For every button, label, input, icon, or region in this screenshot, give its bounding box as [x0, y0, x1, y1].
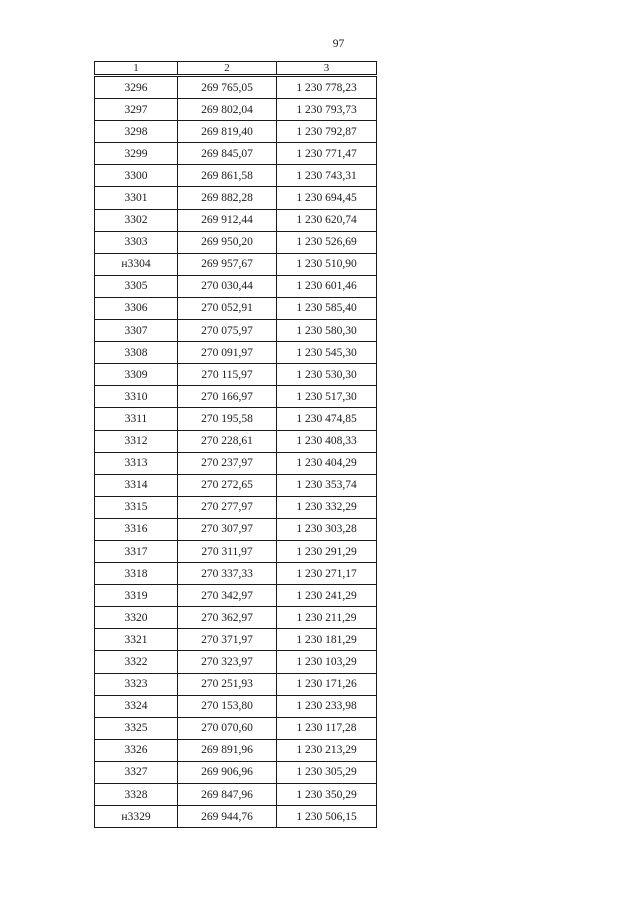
x-coordinate-cell: 270 075,97 [178, 320, 277, 342]
table-row [95, 540, 377, 562]
table-row [95, 275, 377, 297]
table-row [95, 430, 377, 452]
y-coordinate-cell: 1 230 305,29 [277, 761, 377, 783]
point-number-cell: 3318 [95, 563, 178, 585]
y-coordinate-cell: 1 230 332,29 [277, 496, 377, 518]
table-row [95, 364, 377, 386]
point-number-cell: 3313 [95, 452, 178, 474]
x-coordinate-cell: 269 891,96 [178, 739, 277, 761]
point-number-cell: 3317 [95, 540, 178, 562]
point-number-cell: 3298 [95, 121, 178, 143]
table-row [95, 673, 377, 695]
point-number-cell: 3324 [95, 695, 178, 717]
y-coordinate-cell: 1 230 103,29 [277, 651, 377, 673]
x-coordinate-cell: 269 819,40 [178, 121, 277, 143]
y-coordinate-cell: 1 230 211,29 [277, 607, 377, 629]
point-number-cell: 3315 [95, 496, 178, 518]
x-coordinate-cell: 270 362,97 [178, 607, 277, 629]
column-header-x: 2 [178, 62, 277, 76]
column-header-y: 3 [277, 62, 377, 76]
point-number-cell: 3303 [95, 231, 178, 253]
x-coordinate-cell: 269 906,96 [178, 761, 277, 783]
table-row [95, 209, 377, 231]
coordinates-table [94, 61, 377, 828]
x-coordinate-cell: 270 323,97 [178, 651, 277, 673]
table-row [95, 408, 377, 430]
x-coordinate-cell: 270 311,97 [178, 540, 277, 562]
point-number-cell: 3301 [95, 187, 178, 209]
table-row [95, 717, 377, 739]
table-row [95, 585, 377, 607]
y-coordinate-cell: 1 230 580,30 [277, 320, 377, 342]
table-row [95, 784, 377, 806]
table-row [95, 496, 377, 518]
point-number-cell: 3328 [95, 784, 178, 806]
x-coordinate-cell: 269 765,05 [178, 76, 277, 99]
y-coordinate-cell: 1 230 474,85 [277, 408, 377, 430]
y-coordinate-cell: 1 230 792,87 [277, 121, 377, 143]
page-number: 97 [332, 38, 345, 50]
y-coordinate-cell: 1 230 778,23 [277, 76, 377, 99]
y-coordinate-cell: 1 230 510,90 [277, 253, 377, 275]
point-number-cell: 3314 [95, 474, 178, 496]
table-row [95, 165, 377, 187]
x-coordinate-cell: 270 030,44 [178, 275, 277, 297]
y-coordinate-cell: 1 230 233,98 [277, 695, 377, 717]
table-row [95, 231, 377, 253]
column-header-point: 1 [95, 62, 178, 76]
y-coordinate-cell: 1 230 303,28 [277, 518, 377, 540]
y-coordinate-cell: 1 230 743,31 [277, 165, 377, 187]
x-coordinate-cell: 269 950,20 [178, 231, 277, 253]
x-coordinate-cell: 270 153,80 [178, 695, 277, 717]
x-coordinate-cell: 270 166,97 [178, 386, 277, 408]
y-coordinate-cell: 1 230 526,69 [277, 231, 377, 253]
point-number-cell: 3320 [95, 607, 178, 629]
table-row [95, 651, 377, 673]
point-number-cell: 3299 [95, 143, 178, 165]
point-number-cell: 3302 [95, 209, 178, 231]
table-row [95, 739, 377, 761]
y-coordinate-cell: 1 230 181,29 [277, 629, 377, 651]
y-coordinate-cell: 1 230 241,29 [277, 585, 377, 607]
x-coordinate-cell: 270 228,61 [178, 430, 277, 452]
table-row [95, 695, 377, 717]
table-row [95, 452, 377, 474]
y-coordinate-cell: 1 230 694,45 [277, 187, 377, 209]
point-number-cell: 3322 [95, 651, 178, 673]
point-number-cell: 3323 [95, 673, 178, 695]
y-coordinate-cell: 1 230 585,40 [277, 297, 377, 319]
x-coordinate-cell: 269 861,58 [178, 165, 277, 187]
point-number-cell: 3316 [95, 518, 178, 540]
y-coordinate-cell: 1 230 213,29 [277, 739, 377, 761]
y-coordinate-cell: 1 230 271,17 [277, 563, 377, 585]
point-number-cell: 3312 [95, 430, 178, 452]
y-coordinate-cell: 1 230 771,47 [277, 143, 377, 165]
point-number-cell: 3309 [95, 364, 178, 386]
x-coordinate-cell: 270 337,33 [178, 563, 277, 585]
y-coordinate-cell: 1 230 350,29 [277, 784, 377, 806]
x-coordinate-cell: 270 070,60 [178, 717, 277, 739]
y-coordinate-cell: 1 230 404,29 [277, 452, 377, 474]
x-coordinate-cell: 270 307,97 [178, 518, 277, 540]
x-coordinate-cell: 270 052,91 [178, 297, 277, 319]
x-coordinate-cell: 269 944,76 [178, 806, 277, 828]
point-number-cell: 3305 [95, 275, 178, 297]
y-coordinate-cell: 1 230 408,33 [277, 430, 377, 452]
point-number-cell: н3304 [95, 253, 178, 275]
y-coordinate-cell: 1 230 545,30 [277, 342, 377, 364]
point-number-cell: 3308 [95, 342, 178, 364]
table-row [95, 607, 377, 629]
x-coordinate-cell: 269 882,28 [178, 187, 277, 209]
x-coordinate-cell: 270 251,93 [178, 673, 277, 695]
y-coordinate-cell: 1 230 793,73 [277, 99, 377, 121]
point-number-cell: 3319 [95, 585, 178, 607]
y-coordinate-cell: 1 230 506,15 [277, 806, 377, 828]
point-number-cell: 3321 [95, 629, 178, 651]
table-row [95, 121, 377, 143]
point-number-cell: 3311 [95, 408, 178, 430]
y-coordinate-cell: 1 230 601,46 [277, 275, 377, 297]
table-header-row [95, 62, 377, 76]
y-coordinate-cell: 1 230 171,26 [277, 673, 377, 695]
point-number-cell: н3329 [95, 806, 178, 828]
x-coordinate-cell: 270 277,97 [178, 496, 277, 518]
x-coordinate-cell: 269 957,67 [178, 253, 277, 275]
y-coordinate-cell: 1 230 291,29 [277, 540, 377, 562]
x-coordinate-cell: 269 802,04 [178, 99, 277, 121]
table-row [95, 99, 377, 121]
table-row [95, 386, 377, 408]
point-number-cell: 3325 [95, 717, 178, 739]
table-row [95, 297, 377, 319]
table-row [95, 76, 377, 99]
point-number-cell: 3327 [95, 761, 178, 783]
table-row [95, 806, 377, 828]
point-number-cell: 3296 [95, 76, 178, 99]
x-coordinate-cell: 270 195,58 [178, 408, 277, 430]
x-coordinate-cell: 270 091,97 [178, 342, 277, 364]
y-coordinate-cell: 1 230 530,30 [277, 364, 377, 386]
y-coordinate-cell: 1 230 517,30 [277, 386, 377, 408]
point-number-cell: 3310 [95, 386, 178, 408]
point-number-cell: 3297 [95, 99, 178, 121]
y-coordinate-cell: 1 230 620,74 [277, 209, 377, 231]
point-number-cell: 3300 [95, 165, 178, 187]
point-number-cell: 3306 [95, 297, 178, 319]
table-row [95, 342, 377, 364]
table-row [95, 143, 377, 165]
x-coordinate-cell: 269 847,96 [178, 784, 277, 806]
y-coordinate-cell: 1 230 117,28 [277, 717, 377, 739]
table-body [95, 76, 377, 828]
y-coordinate-cell: 1 230 353,74 [277, 474, 377, 496]
x-coordinate-cell: 269 912,44 [178, 209, 277, 231]
table-row [95, 518, 377, 540]
table-row [95, 320, 377, 342]
table-row [95, 563, 377, 585]
table-row [95, 629, 377, 651]
point-number-cell: 3307 [95, 320, 178, 342]
x-coordinate-cell: 270 371,97 [178, 629, 277, 651]
x-coordinate-cell: 269 845,07 [178, 143, 277, 165]
table-row [95, 474, 377, 496]
table-row [95, 187, 377, 209]
x-coordinate-cell: 270 115,97 [178, 364, 277, 386]
x-coordinate-cell: 270 237,97 [178, 452, 277, 474]
x-coordinate-cell: 270 342,97 [178, 585, 277, 607]
x-coordinate-cell: 270 272,65 [178, 474, 277, 496]
table-row [95, 253, 377, 275]
point-number-cell: 3326 [95, 739, 178, 761]
table-row [95, 761, 377, 783]
